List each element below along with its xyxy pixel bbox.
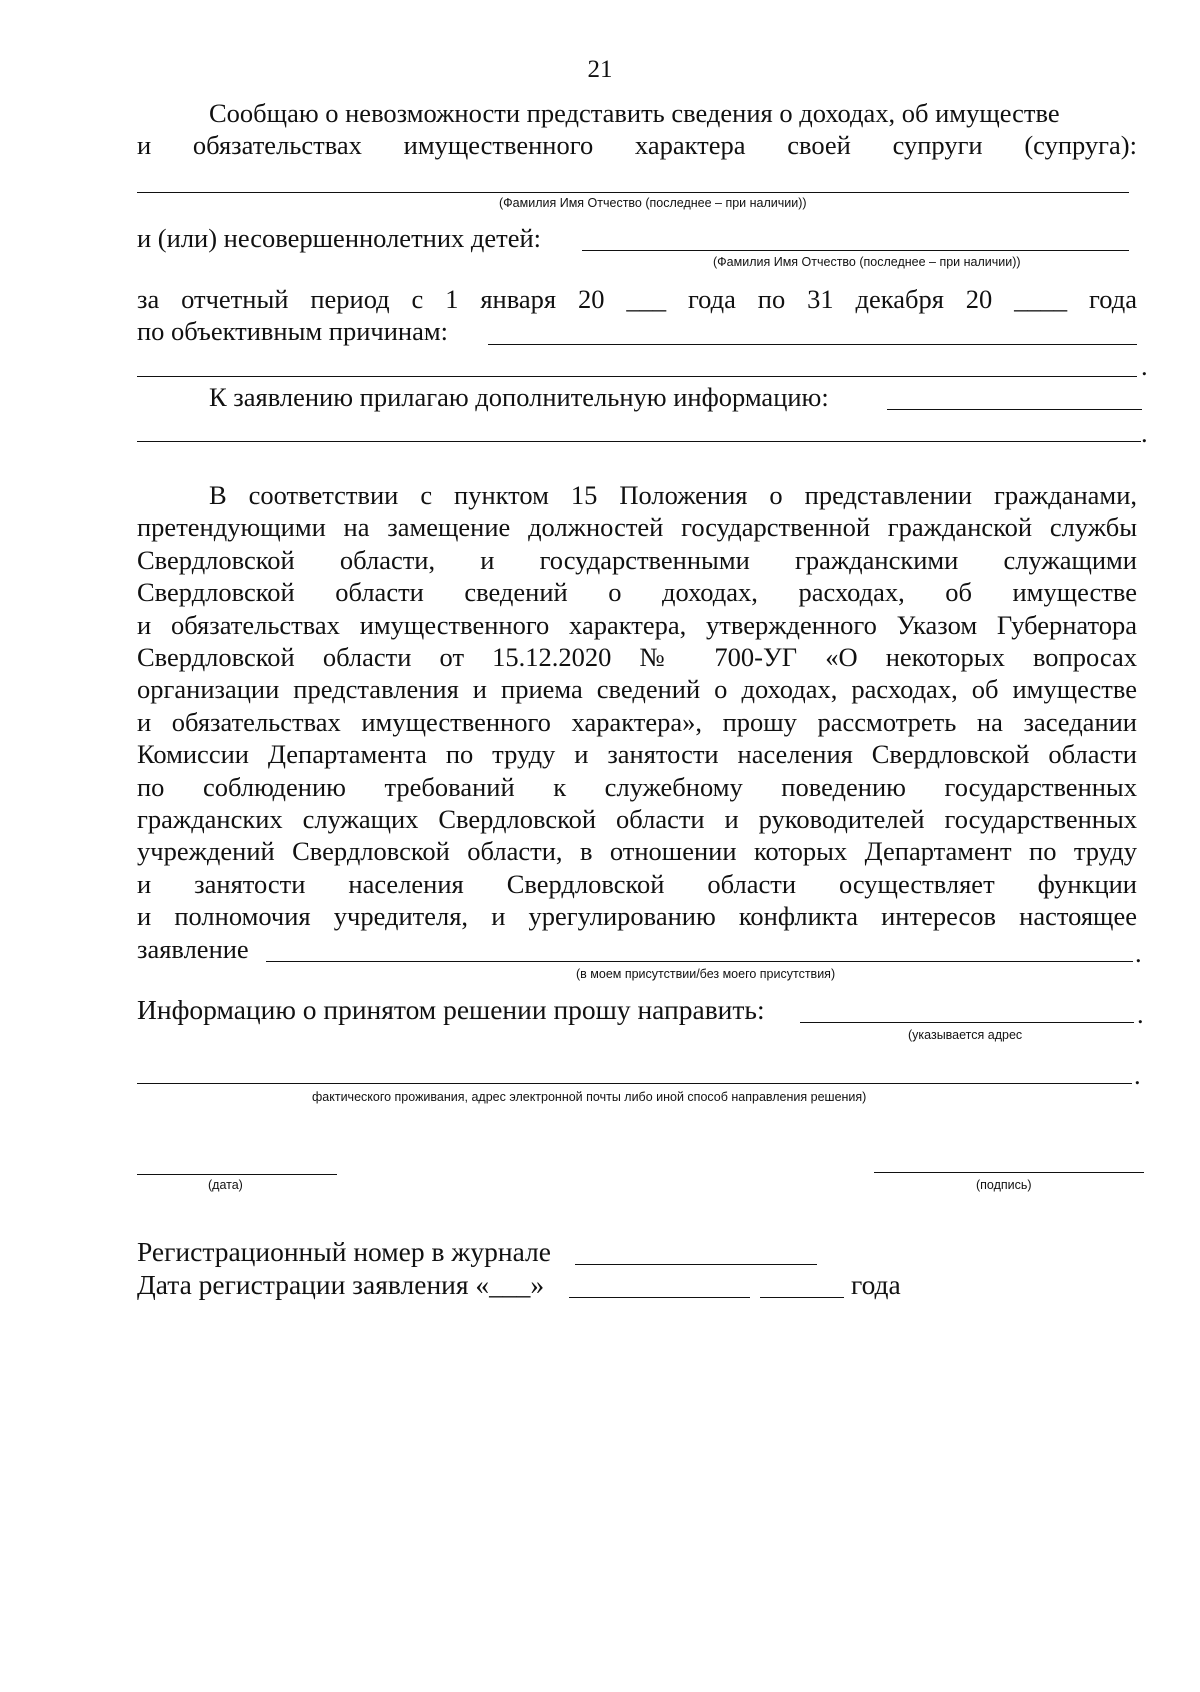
intro-line-1: Сообщаю о невозможности представить сведения о доходах, об имуществе [209,98,1060,128]
reasons-label: по объективным причинам: [137,316,448,346]
spouse-name-field[interactable] [137,192,1129,193]
decision-delivery-label: Информацию о принятом решении прошу направить: [137,994,765,1025]
attachment-field[interactable] [887,409,1142,410]
paragraph-line: организации представления и приема сведений о доходах, расходах, об имуществе [137,674,1137,705]
attachment-field-continued[interactable] [137,441,1141,442]
paragraph-line: и обязательствах имущественного характера, утвержденного Указом Губернатора [137,609,1137,640]
paragraph-line: и полномочия учредителя, и урегулированию конфликта интересов настоящее [137,901,1137,932]
registration-date-suffix: года [851,1269,901,1300]
presence-caption: (в моем присутствии/без моего присутствия) [576,967,836,981]
registration-number-field[interactable] [575,1264,817,1265]
children-name-field[interactable] [582,250,1129,251]
paragraph-line: и занятости населения Свердловской области осуществляет функции [137,868,1137,899]
paragraph-line: Свердловской области от 15.12.2020 № 700-УГ «О некоторых вопросах [137,641,1137,672]
address-caption-2: фактического проживания, адрес электронной почты либо иной способ направления решения) [312,1090,867,1104]
request-paragraph [137,479,1137,932]
date-field[interactable] [137,1174,337,1175]
paragraph-line: гражданских служащих Свердловской области и руководителей государственных [137,803,1137,834]
signature-caption: (подпись) [976,1178,1032,1192]
children-label: и (или) несовершеннолетних детей: [137,223,542,253]
presence-field[interactable] [266,961,1133,962]
statement-end-dot: . [1135,938,1142,968]
statement-label: заявление [137,934,249,964]
paragraph-line: претендующими на замещение должностей государственной гражданской службы [137,512,1137,543]
address-end-dot: . [1134,1060,1141,1090]
reasons-end-dot: . [1141,351,1148,381]
reporting-period-line: за отчетный период с 1 января 20 ___ года по 31 декабря 20 ____ года [137,284,1137,314]
decision-delivery-end-dot: . [1137,999,1144,1029]
address-caption-1: (указывается адрес [908,1028,1023,1042]
signature-field[interactable] [874,1172,1144,1173]
address-field[interactable] [137,1083,1132,1084]
spouse-name-caption: (Фамилия Имя Отчество (последнее – при наличии)) [499,196,807,210]
paragraph-line: учреждений Свердловской области, в отношении которых Департамент по труду [137,836,1137,867]
registration-date-month-field[interactable] [569,1297,750,1298]
page-number: 21 [587,56,613,83]
reasons-field-continued[interactable] [137,376,1137,377]
children-name-caption: (Фамилия Имя Отчество (последнее – при наличии)) [713,255,1021,269]
paragraph-line: и обязательствах имущественного характера», прошу рассмотреть на заседании [137,706,1137,737]
paragraph-line: Свердловской области, и государственными гражданскими служащими [137,544,1137,575]
registration-number-label: Регистрационный номер в журнале [137,1236,551,1267]
intro-line-2: и обязательствах имущественного характера своей супруги (супруга): [137,130,1137,160]
paragraph-line: Свердловской области сведений о доходах, расходах, об имуществе [137,577,1137,608]
paragraph-line: В соответствии с пунктом 15 Положения о представлении гражданами, [209,480,1137,510]
attachment-end-dot: . [1141,418,1148,448]
reasons-field[interactable] [488,344,1137,345]
registration-date-label: Дата регистрации заявления «___» [137,1269,545,1300]
registration-date-year-field[interactable] [760,1297,844,1298]
paragraph-line: Комиссии Департамента по труду и занятости населения Свердловской области [137,739,1137,770]
decision-delivery-field[interactable] [800,1022,1134,1023]
date-caption: (дата) [208,1178,243,1192]
paragraph-line: по соблюдению требований к служебному поведению государственных [137,771,1137,802]
attachment-label: К заявлению прилагаю дополнительную информацию: [209,382,829,412]
